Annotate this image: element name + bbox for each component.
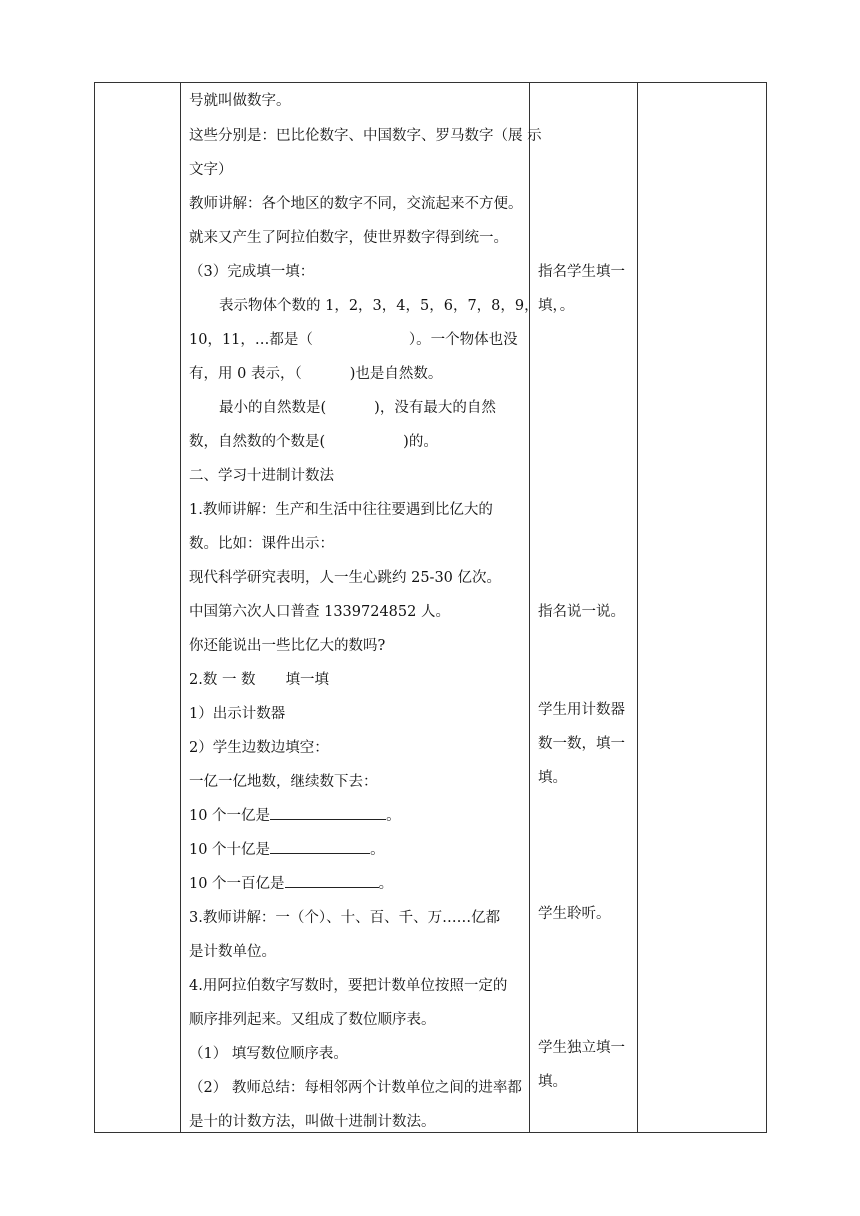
answer-blank (270, 799, 386, 820)
student-note: 指名学生填一 (538, 264, 625, 280)
section-heading: 二、学习十进制计数法 (189, 468, 334, 484)
student-note: 填，。 (538, 298, 575, 314)
text-line: （1） 填写数位顺序表。 (189, 1046, 348, 1062)
text-line: 是十的计数方法，叫做十进制计数法。 (189, 1114, 436, 1130)
text-segment: 有，用 0 表示，（ (189, 366, 302, 382)
text-segment: 填一填 (285, 672, 330, 688)
text-line: 文字） (189, 162, 233, 178)
text-line: （3）完成填一填： (189, 264, 315, 280)
text-segment: 。 (378, 876, 394, 892)
fill-blank-line (189, 867, 393, 901)
text-segment: )的。 (403, 434, 438, 450)
column-divider (180, 83, 181, 1132)
fill-blank-line (189, 833, 385, 867)
text-line: 表示物体个数的 1，2，3，4，5，6，7，8，9， (219, 298, 539, 314)
text-line: 4.用阿拉伯数字写数时，要把计数单位按照一定的 (189, 978, 508, 994)
fill-blank-line (219, 391, 496, 425)
answer-blank (285, 867, 379, 888)
text-line: 号就叫做数字。 (189, 93, 291, 109)
text-line (189, 663, 329, 697)
text-segment: 10 个一亿是 (189, 808, 271, 824)
fill-blank-line (189, 799, 401, 833)
fill-blank-line (189, 425, 438, 459)
text-segment: 最小的自然数是( (219, 400, 327, 416)
text-line: 3.教师讲解：一（个）、十、百、千、万……亿都 (189, 910, 501, 926)
student-note: 学生用计数器 (538, 702, 625, 718)
text-segment: 10 个一百亿是 (189, 876, 285, 892)
fill-blank-line (189, 323, 518, 357)
column-divider (637, 83, 638, 1132)
text-line: （2） 教师总结：每相邻两个计数单位之间的进率都 (189, 1080, 522, 1096)
text-line: 2）学生边数边填空： (189, 740, 329, 756)
text-line: 教师讲解：各个地区的数字不同，交流起来不方便。 (189, 196, 523, 212)
student-note: 填。 (538, 1074, 567, 1090)
text-line: 顺序排列起来。又组成了数位顺序表。 (189, 1012, 436, 1028)
text-line: 这些分别是：巴比伦数字、中国数字、罗马数字（展 示 (189, 128, 542, 144)
text-line: 就来又产生了阿拉伯数字，使世界数字得到统一。 (189, 230, 508, 246)
text-line: 数。比如：课件出示： (189, 536, 334, 552)
text-segment: 2.数 一 数 (189, 672, 256, 688)
text-line: 1）出示计数器 (189, 706, 286, 722)
text-segment: 10 个十亿是 (189, 842, 271, 858)
text-segment: 。 (386, 808, 401, 824)
text-segment: ）。一个物体也没 (408, 332, 518, 348)
text-line: 现代科学研究表明，人一生心跳约 25-30 亿次。 (189, 570, 502, 586)
answer-blank (270, 833, 370, 854)
text-line: 1.教师讲解：生产和生活中往往要遇到比亿大的 (189, 502, 493, 518)
text-line: 一亿一亿地数，继续数下去： (189, 774, 378, 790)
text-line: 中国第六次人口普查 1339724852 人。 (189, 604, 450, 620)
column-divider (529, 83, 530, 1132)
text-segment: )也是自然数。 (349, 366, 443, 382)
student-note: 学生聆听。 (538, 906, 611, 922)
student-note: 指名说一说。 (538, 604, 625, 620)
text-segment: )，没有最大的自然 (374, 400, 496, 416)
text-segment: 数，自然数的个数是( (189, 434, 326, 450)
student-note: 数一数，填一 (538, 736, 625, 752)
student-note: 学生独立填一 (538, 1040, 625, 1056)
fill-blank-line (189, 357, 442, 391)
text-line: 是计数单位。 (189, 944, 276, 960)
text-line: 你还能说出一些比亿大的数吗? (189, 638, 386, 654)
text-segment: 10，11，…都是（ (189, 332, 313, 348)
student-note: 填。 (538, 770, 567, 786)
text-segment: 。 (370, 842, 385, 858)
